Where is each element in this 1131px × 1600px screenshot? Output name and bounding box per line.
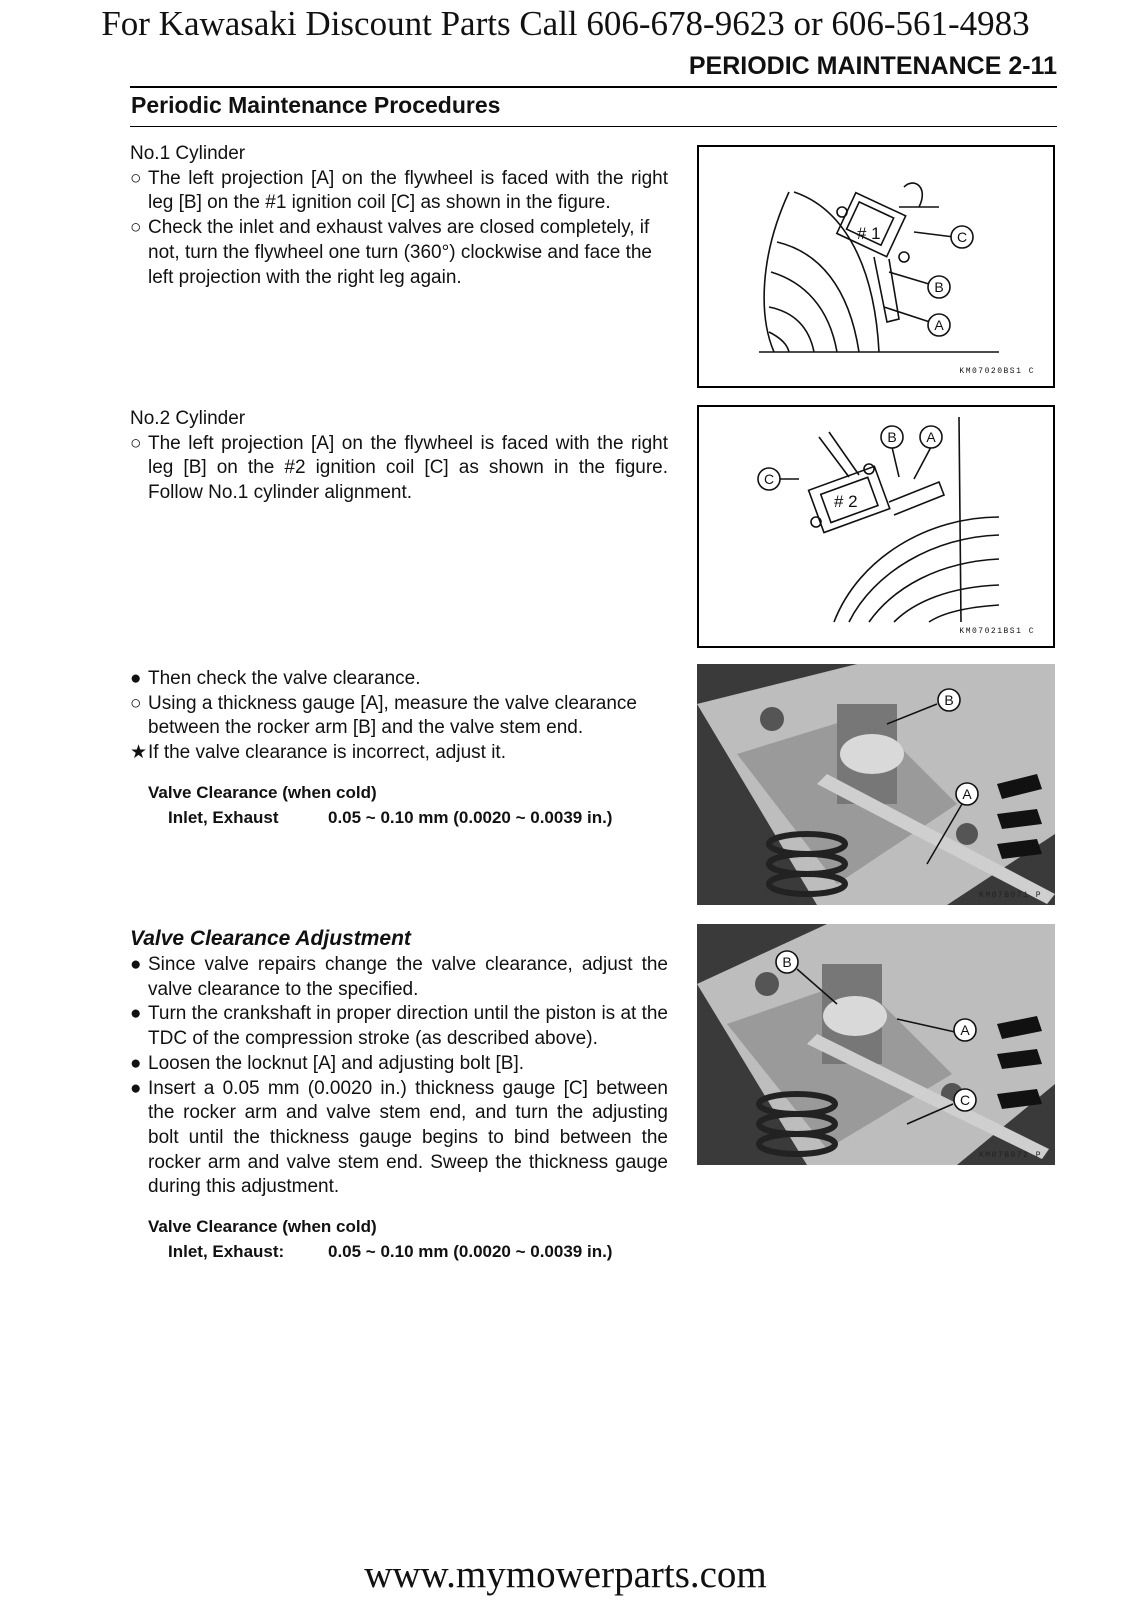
callout-c-label: C: [763, 471, 775, 487]
adjust-subheading: Valve Clearance Adjustment: [130, 927, 411, 950]
figure-cylinder-1: [697, 145, 1055, 388]
section-rule: [130, 126, 1057, 127]
bullet-icon: ●: [130, 1003, 142, 1025]
spec-title: Valve Clearance (when cold): [148, 782, 377, 802]
adjust-step-1: Since valve repairs change the valve clearance, adjust the valve clearance to the specified.: [148, 954, 668, 1000]
photo-thickness-gauge: [697, 664, 1055, 905]
header-rule: [130, 86, 1057, 88]
star-icon: ★: [130, 742, 148, 764]
valve-adjust-photo-drawing: [697, 924, 1055, 1165]
valve-check-block: [130, 667, 668, 830]
cylinder-1-step-2: Check the inlet and exhaust valves are closed completely, if not, turn the flywheel one turn (360°) clockwise and face the left projection with the right leg again.: [148, 217, 652, 288]
figure-code: KM07021BS1 C: [959, 627, 1035, 636]
cylinder-2-block: [130, 407, 668, 506]
bullet-icon: ●: [130, 1052, 142, 1074]
figure-code: KM07B071 P: [978, 891, 1042, 900]
spec-title: Valve Clearance (when cold): [148, 1217, 377, 1237]
valve-adjust-block: [130, 925, 668, 1264]
callout-c-label: C: [959, 1092, 971, 1108]
cylinder-2-step-1: The left projection [A] on the flywheel is faced with the right leg [B] on the #2 ignition coil [C] as shown in the figure. Follow No.1 cylinder alignment.: [148, 432, 668, 504]
valve-clearance-spec: [130, 780, 668, 830]
callout-b-label: B: [944, 692, 954, 708]
valve-check-step-2: Using a thickness gauge [A], measure the valve clearance between the rocker arm [B] and the valve stem end.: [148, 692, 637, 739]
callout-a-label: A: [962, 786, 972, 802]
spec-key: Inlet, Exhaust: [168, 807, 279, 827]
open-circle-icon: ○: [130, 692, 142, 714]
callout-a-label: A: [934, 317, 944, 333]
adjust-step-4: Insert a 0.05 mm (0.0020 in.) thickness gauge [C] between the rocker arm and valve stem end, and turn the adjusting bolt until the thickness gauge begins to bind between the rocker arm and valve stem end. Sweep the thickness gauge during this adjustment.: [148, 1077, 668, 1198]
cylinder-1-step-1: The left projection [A] on the flywheel is faced with the right leg [B] on the #1 ignition coil [C] as shown in the figure.: [148, 167, 668, 214]
cylinder-1-block: [130, 142, 668, 290]
cylinder-1-heading: No.1 Cylinder: [130, 143, 246, 164]
adjust-step-2: Turn the crankshaft in proper direction until the piston is at the TDC of the compression stroke (as described above).: [148, 1003, 668, 1050]
callout-b-label: B: [934, 279, 944, 295]
adjust-step-3: Loosen the locknut [A] and adjusting bolt [B].: [148, 1052, 525, 1074]
bullet-icon: ●: [130, 954, 142, 975]
valve-check-step-1: Then check the valve clearance.: [148, 668, 421, 689]
valve-gauge-photo-drawing: [697, 664, 1055, 905]
cylinder-number-label: # 1: [857, 224, 881, 243]
callout-c-label: C: [956, 229, 968, 245]
footer-website: www.mymowerparts.com: [364, 1553, 767, 1596]
spec-value: 0.05 ~ 0.10 mm (0.0020 ~ 0.0039 in.): [328, 807, 613, 827]
flywheel-coil-2-drawing: [699, 407, 1053, 646]
bullet-icon: ●: [130, 668, 142, 689]
photo-adjustment: [697, 924, 1055, 1165]
valve-check-step-3: If the valve clearance is incorrect, adjust it.: [148, 742, 506, 764]
page-header-title: PERIODIC MAINTENANCE 2-11: [688, 52, 1057, 80]
flywheel-coil-1-drawing: [699, 147, 1053, 386]
callout-b-label: B: [887, 429, 897, 445]
section-title: Periodic Maintenance Procedures: [131, 92, 501, 118]
valve-clearance-spec: [130, 1214, 668, 1264]
promo-banner: For Kawasaki Discount Parts Call 606-678-9623 or 606-561-4983: [101, 4, 1030, 43]
cylinder-number-label: # 2: [834, 492, 858, 511]
open-circle-icon: ○: [130, 167, 142, 189]
callout-a-label: A: [926, 429, 936, 445]
figure-code: KM07020BS1 C: [959, 367, 1035, 376]
bullet-icon: ●: [130, 1077, 142, 1099]
open-circle-icon: ○: [130, 432, 142, 454]
figure-cylinder-2: [697, 405, 1055, 648]
callout-a-label: A: [960, 1022, 970, 1038]
figure-code: KM07B072 P: [978, 1151, 1042, 1160]
cylinder-2-heading: No.2 Cylinder: [130, 408, 246, 429]
spec-key: Inlet, Exhaust:: [168, 1242, 285, 1262]
spec-value: 0.05 ~ 0.10 mm (0.0020 ~ 0.0039 in.): [328, 1242, 613, 1262]
open-circle-icon: ○: [130, 217, 142, 239]
callout-b-label: B: [782, 954, 792, 970]
